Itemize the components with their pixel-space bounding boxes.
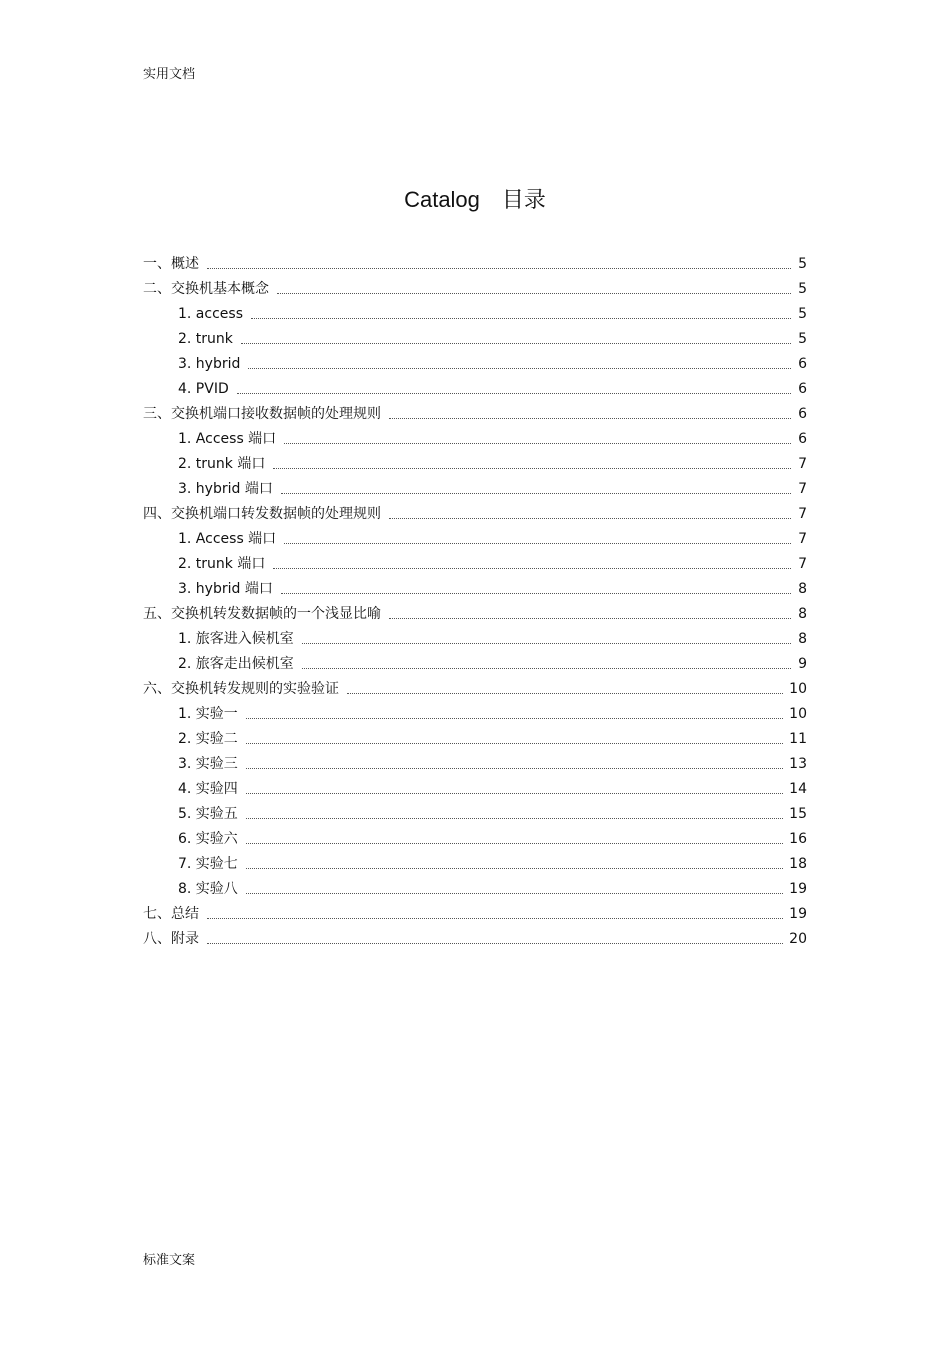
toc-entry-page: 8 xyxy=(798,631,807,647)
toc-entry[interactable] xyxy=(143,423,807,448)
toc-dot-leader xyxy=(246,793,783,794)
toc-entry[interactable] xyxy=(143,748,807,773)
toc-dot-leader xyxy=(273,568,791,569)
toc-entry[interactable] xyxy=(143,723,807,748)
toc-entry-page: 8 xyxy=(798,581,807,597)
toc-entry-page: 18 xyxy=(789,856,807,872)
toc-entry-label: 3. hybrid 端口 xyxy=(178,481,273,497)
toc-entry-label: 一、概述 xyxy=(143,256,199,272)
toc-entry-label: 2. trunk 端口 xyxy=(178,556,266,572)
toc-entry[interactable] xyxy=(143,323,807,348)
toc-entry[interactable] xyxy=(143,848,807,873)
toc-entry-label: 六、交换机转发规则的实验验证 xyxy=(143,681,339,697)
toc-entry-label: 3. hybrid 端口 xyxy=(178,581,273,597)
toc-entry-page: 9 xyxy=(798,656,807,672)
toc-dot-leader xyxy=(389,618,791,619)
table-of-contents xyxy=(143,248,807,948)
toc-entry[interactable] xyxy=(143,798,807,823)
toc-entry[interactable] xyxy=(143,598,807,623)
toc-entry[interactable] xyxy=(143,898,807,923)
toc-entry-page: 7 xyxy=(798,506,807,522)
toc-dot-leader xyxy=(284,543,791,544)
toc-entry-label: 1. access xyxy=(178,306,243,322)
toc-entry-label: 三、交换机端口接收数据帧的处理规则 xyxy=(143,406,381,422)
toc-entry-page: 11 xyxy=(789,731,807,747)
toc-entry[interactable] xyxy=(143,448,807,473)
toc-entry-label: 1. Access 端口 xyxy=(178,531,277,547)
toc-entry-page: 10 xyxy=(789,681,807,697)
toc-entry-page: 6 xyxy=(798,406,807,422)
toc-entry-label: 4. 实验四 xyxy=(178,781,238,797)
toc-entry-label: 6. 实验六 xyxy=(178,831,238,847)
page-title: Catalog 目录 xyxy=(404,187,546,212)
toc-entry-label: 1. 旅客进入候机室 xyxy=(178,631,294,647)
toc-dot-leader xyxy=(302,643,791,644)
toc-entry-label: 2. trunk xyxy=(178,331,233,347)
toc-entry[interactable] xyxy=(143,873,807,898)
toc-entry[interactable] xyxy=(143,773,807,798)
toc-entry-label: 2. trunk 端口 xyxy=(178,456,266,472)
toc-entry[interactable] xyxy=(143,523,807,548)
toc-entry-label: 1. 实验一 xyxy=(178,706,238,722)
toc-entry-page: 7 xyxy=(798,531,807,547)
toc-entry[interactable] xyxy=(143,298,807,323)
toc-entry-page: 6 xyxy=(798,356,807,372)
toc-dot-leader xyxy=(246,893,783,894)
toc-entry[interactable] xyxy=(143,248,807,273)
toc-entry[interactable] xyxy=(143,373,807,398)
toc-entry[interactable] xyxy=(143,673,807,698)
toc-dot-leader xyxy=(277,293,791,294)
toc-entry-label: 8. 实验八 xyxy=(178,881,238,897)
toc-entry[interactable] xyxy=(143,473,807,498)
toc-dot-leader xyxy=(389,418,791,419)
toc-entry[interactable] xyxy=(143,648,807,673)
page-header: 实用文档 xyxy=(143,67,196,82)
toc-entry-label: 3. hybrid xyxy=(178,356,241,372)
toc-entry-page: 5 xyxy=(798,306,807,322)
toc-dot-leader xyxy=(281,493,791,494)
toc-entry[interactable] xyxy=(143,398,807,423)
toc-dot-leader xyxy=(207,943,783,944)
toc-dot-leader xyxy=(246,768,783,769)
toc-dot-leader xyxy=(207,268,791,269)
toc-dot-leader xyxy=(347,693,783,694)
toc-entry-label: 二、交换机基本概念 xyxy=(143,281,269,297)
toc-entry[interactable] xyxy=(143,623,807,648)
toc-entry-page: 20 xyxy=(789,931,807,947)
toc-entry-page: 8 xyxy=(798,606,807,622)
toc-entry-page: 10 xyxy=(789,706,807,722)
toc-dot-leader xyxy=(246,843,783,844)
toc-entry-label: 5. 实验五 xyxy=(178,806,238,822)
toc-entry[interactable] xyxy=(143,573,807,598)
toc-entry-label: 2. 旅客走出候机室 xyxy=(178,656,294,672)
toc-dot-leader xyxy=(389,518,791,519)
toc-entry-label: 7. 实验七 xyxy=(178,856,238,872)
toc-dot-leader xyxy=(246,868,783,869)
toc-entry-page: 5 xyxy=(798,331,807,347)
toc-entry-label: 七、总结 xyxy=(143,906,199,922)
toc-dot-leader xyxy=(237,393,791,394)
toc-entry-page: 19 xyxy=(789,906,807,922)
toc-entry-page: 14 xyxy=(789,781,807,797)
toc-dot-leader xyxy=(241,343,791,344)
toc-entry-page: 7 xyxy=(798,456,807,472)
toc-entry-page: 6 xyxy=(798,431,807,447)
toc-entry-label: 五、交换机转发数据帧的一个浅显比喻 xyxy=(143,606,381,622)
toc-dot-leader xyxy=(251,318,791,319)
toc-entry[interactable] xyxy=(143,348,807,373)
toc-entry-label: 八、附录 xyxy=(143,931,199,947)
toc-dot-leader xyxy=(246,818,783,819)
toc-entry-page: 7 xyxy=(798,481,807,497)
toc-entry[interactable] xyxy=(143,548,807,573)
toc-dot-leader xyxy=(302,668,791,669)
toc-dot-leader xyxy=(246,743,783,744)
toc-entry-page: 15 xyxy=(789,806,807,822)
toc-entry-label: 四、交换机端口转发数据帧的处理规则 xyxy=(143,506,381,522)
toc-dot-leader xyxy=(248,368,791,369)
toc-entry-label: 2. 实验二 xyxy=(178,731,238,747)
toc-dot-leader xyxy=(284,443,791,444)
toc-entry-page: 6 xyxy=(798,381,807,397)
toc-entry-label: 3. 实验三 xyxy=(178,756,238,772)
toc-entry-page: 7 xyxy=(798,556,807,572)
toc-entry-page: 19 xyxy=(789,881,807,897)
toc-entry-page: 13 xyxy=(789,756,807,772)
toc-entry[interactable] xyxy=(143,498,807,523)
toc-entry-label: 4. PVID xyxy=(178,381,229,397)
toc-entry[interactable] xyxy=(143,823,807,848)
toc-dot-leader xyxy=(207,918,783,919)
page-footer: 标准文案 xyxy=(143,1253,196,1268)
toc-entry-label: 1. Access 端口 xyxy=(178,431,277,447)
toc-entry[interactable] xyxy=(143,923,807,948)
toc-entry[interactable] xyxy=(143,698,807,723)
toc-entry-page: 16 xyxy=(789,831,807,847)
toc-entry[interactable] xyxy=(143,273,807,298)
toc-dot-leader xyxy=(246,718,783,719)
toc-dot-leader xyxy=(281,593,791,594)
toc-entry-page: 5 xyxy=(798,281,807,297)
toc-dot-leader xyxy=(273,468,791,469)
toc-entry-page: 5 xyxy=(798,256,807,272)
